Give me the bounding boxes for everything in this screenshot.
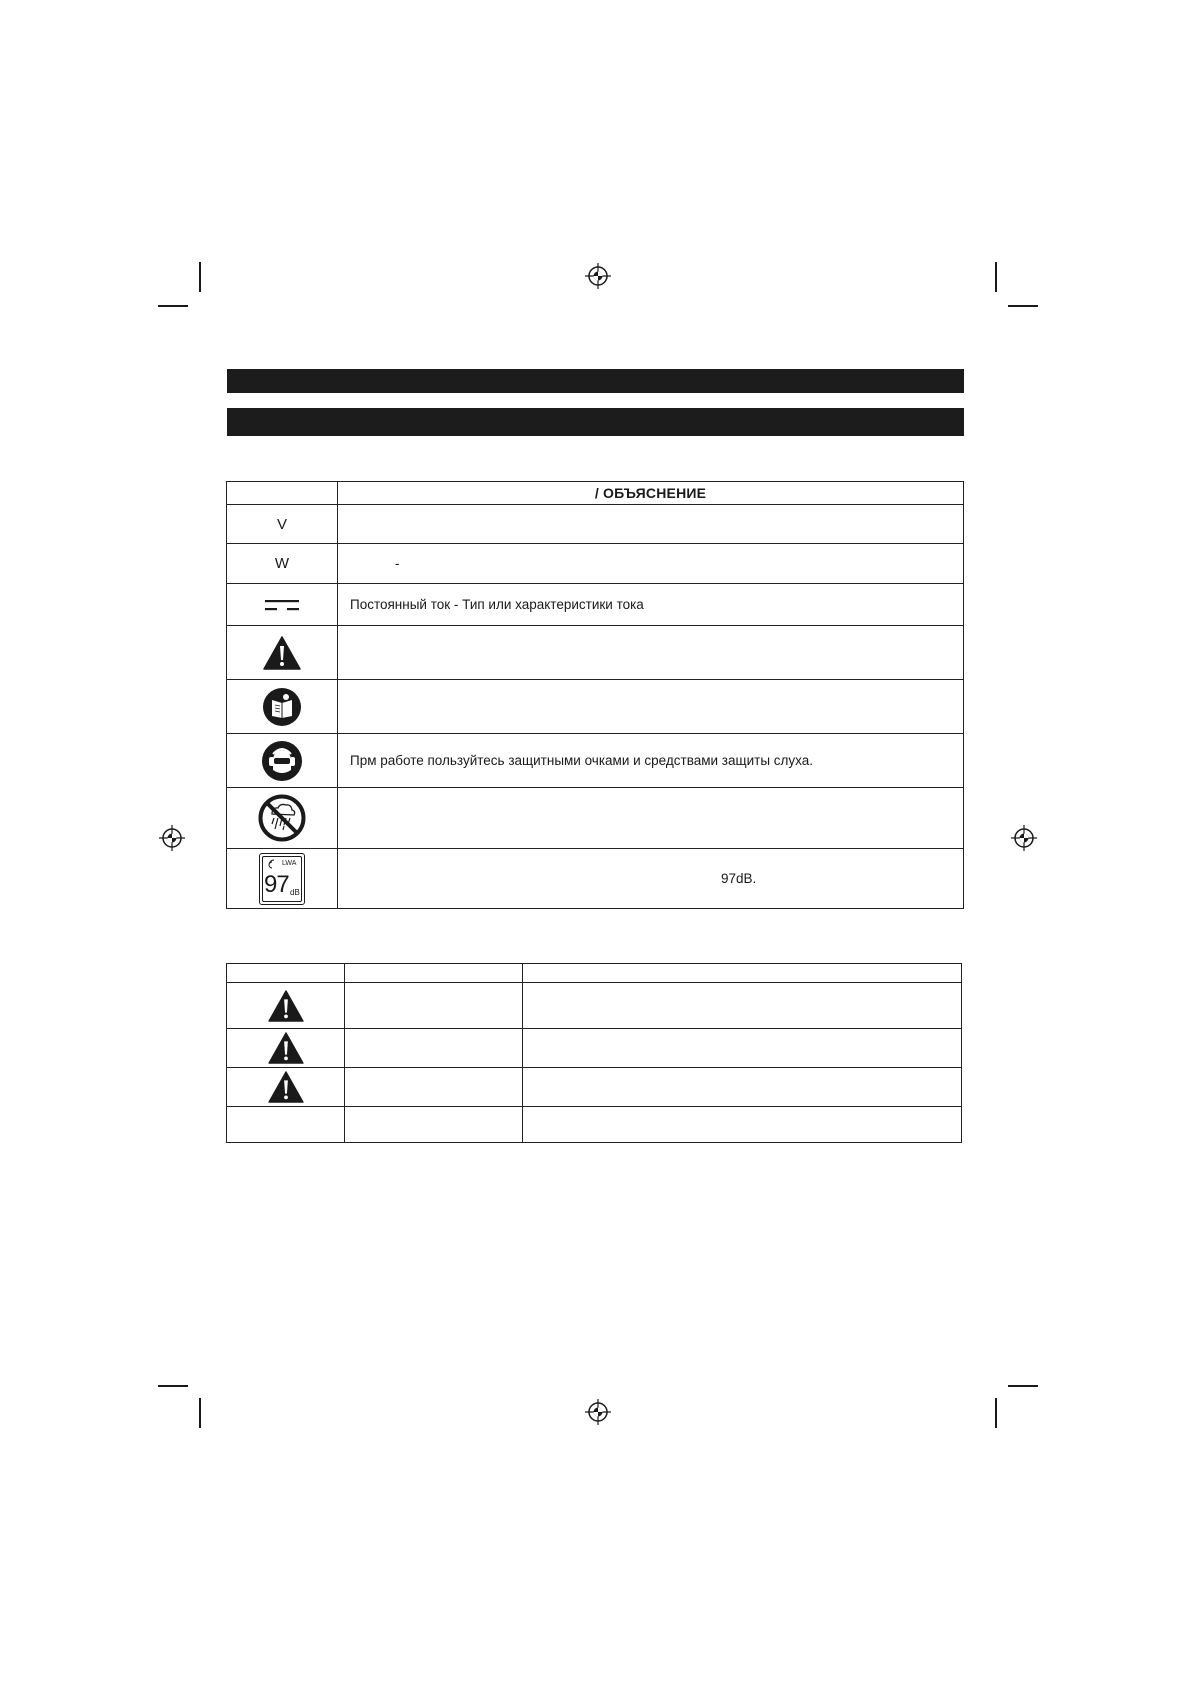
header-explanation-label: / ОБЪЯСНЕНИЕ (594, 485, 707, 501)
watt-symbol: W (274, 555, 290, 572)
registration-mark-icon (1011, 825, 1037, 851)
noise-level-icon (259, 853, 305, 905)
crop-mark-br-vertical (995, 1398, 997, 1428)
warning-description-cell (523, 1029, 962, 1068)
section-subtitle-bar (227, 408, 964, 436)
symbol-cell (227, 505, 338, 544)
sound-waves-icon (266, 859, 280, 871)
symbol-cell (227, 788, 338, 849)
symbol-row (227, 849, 964, 909)
warning-triangle-icon (268, 1032, 304, 1064)
warning-description-cell (523, 1107, 962, 1143)
header-explanation-cell (338, 482, 964, 505)
explanation-cell (338, 680, 964, 734)
warning-icon-cell (227, 1107, 345, 1143)
noise-level-text: 97dB. (721, 871, 757, 886)
symbol-cell (227, 680, 338, 734)
symbol-row (227, 544, 964, 584)
explanation-text: - (395, 556, 400, 571)
explanation-cell: Постоянный ток - Тип или характеристики тока (338, 584, 964, 626)
registration-mark-icon (585, 1399, 611, 1425)
crop-mark-bl-horizontal (158, 1385, 188, 1387)
symbol-row (227, 788, 964, 849)
noise-level-unit: dB (290, 887, 300, 897)
volt-symbol: V (276, 515, 287, 533)
crop-mark-tr-horizontal (1008, 305, 1038, 307)
explanation-cell (338, 849, 964, 909)
warning-row (227, 1068, 962, 1107)
symbol-row (227, 584, 964, 626)
crop-mark-tl-vertical (199, 262, 201, 292)
symbols-table (226, 481, 964, 909)
explanation-cell (338, 505, 964, 544)
warning-triangle-icon (268, 990, 304, 1022)
symbol-cell (227, 849, 338, 909)
warning-level-cell (345, 1029, 523, 1068)
registration-mark-icon (585, 263, 611, 289)
warning-icon-cell (227, 1068, 345, 1107)
crop-mark-tr-vertical (995, 262, 997, 292)
warning-level-cell (345, 1068, 523, 1107)
crop-mark-bl-vertical (199, 1398, 201, 1428)
symbol-row (227, 680, 964, 734)
wear-protection-icon (261, 740, 303, 782)
noise-level-label: LWA (282, 859, 297, 867)
warning-icon-cell (227, 983, 345, 1029)
crop-mark-br-horizontal (1008, 1385, 1038, 1387)
explanation-cell (338, 626, 964, 680)
warning-header-cell (523, 964, 962, 983)
warning-levels-table (226, 963, 962, 1143)
no-rain-icon (258, 794, 306, 842)
explanation-cell (338, 788, 964, 849)
symbol-cell (227, 544, 338, 584)
symbol-row (227, 626, 964, 680)
symbol-cell (227, 734, 338, 788)
crop-mark-tl-horizontal (158, 305, 188, 307)
symbol-cell (227, 584, 338, 626)
warning-triangle-icon (268, 1071, 304, 1103)
symbol-row (227, 734, 964, 788)
warning-description-cell (523, 1068, 962, 1107)
section-title-bar (227, 369, 964, 393)
direct-current-icon (265, 598, 299, 612)
registration-mark-icon (159, 825, 185, 851)
header-symbol-cell (227, 482, 338, 505)
explanation-cell: Прм работе пользуйтесь защитными очками и средствами защиты слуха. (338, 734, 964, 788)
warning-row (227, 1029, 962, 1068)
warning-triangle-icon (263, 636, 301, 670)
warning-table-header (227, 964, 962, 983)
read-manual-icon (262, 687, 302, 727)
warning-header-cell (227, 964, 345, 983)
warning-row (227, 1107, 962, 1143)
symbols-table-header (227, 482, 964, 505)
symbol-row (227, 505, 964, 544)
symbol-cell (227, 626, 338, 680)
warning-level-cell (345, 983, 523, 1029)
warning-header-cell (345, 964, 523, 983)
warning-icon-cell (227, 1029, 345, 1068)
warning-level-cell (345, 1107, 523, 1143)
warning-description-cell (523, 983, 962, 1029)
noise-level-value: 97 (264, 870, 289, 898)
explanation-cell (338, 544, 964, 584)
warning-row (227, 983, 962, 1029)
